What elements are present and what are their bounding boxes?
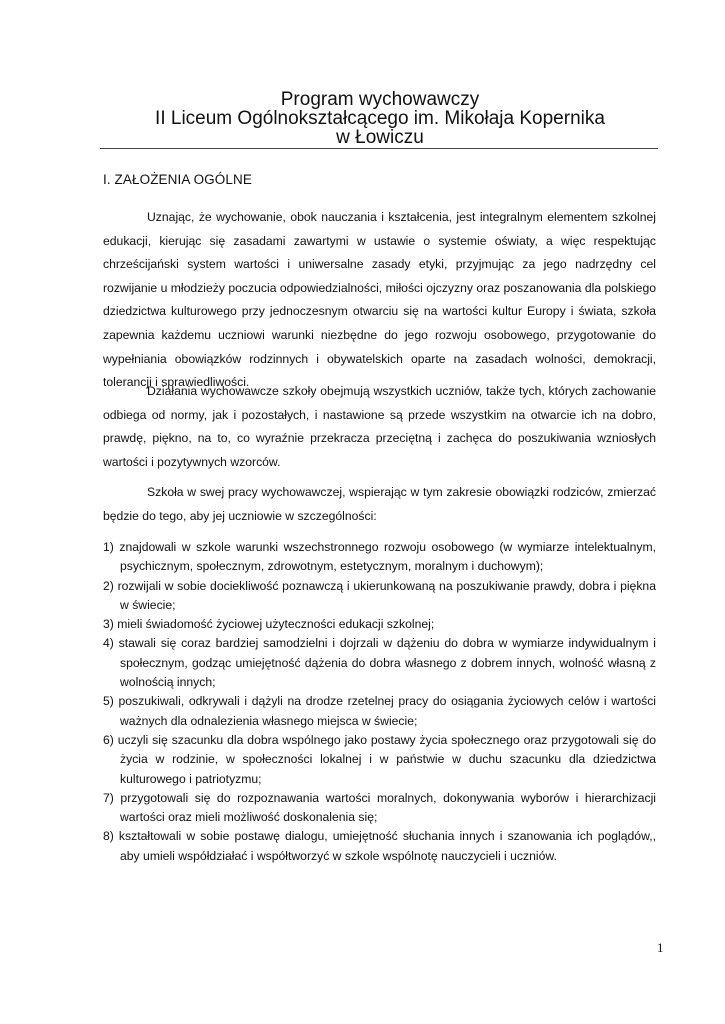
paragraph-intro: Uznając, że wychowanie, obok nauczania i kształcenia, jest integralnym elementem szkolnej edukacji, kierując się zasadami zawartymi w ustawie o systemie oświaty, a więc respektując chrześcijański system wartości i uniwersalne zasady etyki, przyjmując za jego nadrzędny cel rozwijanie u młodzieży poczucia odpowiedzialności, miłości ojczyzny oraz poszanowania dla polskiego dziedzictwa kulturowego przy jednoczesnym otwarciu się na wartości kultur Europy i świata, szkoła zapewnia każdemu uczniowi warunki niezbędne do jego rozwoju osobowego, przygotowanie do wypełniania obowiązków rodzinnych i obywatelskich oparte na zasadach wolności, demokracji, tolerancji i sprawiedliwości. (103, 210, 656, 390)
paragraph-educational-actions: Działania wychowawcze szkoły obejmują wszystkich uczniów, także tych, których zachowanie odbiega od normy, jak i pozostałych, i nastawione są przede wszystkim na otwarcie ich na dobro, prawdę, piękno, na to, co wyraźnie przekracza przeciętną i zachęca do poszukiwania wzniosłych wartości i pozytywnych wzorców. (103, 384, 656, 469)
list-item: 7) przygotowali się do rozpoznawania wartości moralnych, dokonywania wyborów i hierarchizacji wartości oraz mieli możliwość doskonalenia się; (103, 790, 656, 825)
document-title-line-2: II Liceum Ogólnokształcącego im. Mikołaja Kopernika (155, 108, 605, 129)
list-item: 5) poszukiwali, odkrywali i dążyli na drodze rzetelnej pracy do osiągania życiowych celów i wartości ważnych dla odnalezienia własnego miejsca w świecie; (103, 694, 656, 728)
list-item: 2) rozwijali w sobie dociekliwość poznawczą i ukierunkowaną na poszukiwanie prawdy, dobra i piękna w świecie; (103, 578, 656, 612)
paragraph-school-aims: Szkoła w swej pracy wychowawczej, wspierając w tym zakresie obowiązki rodziców, zmierzać będzie do tego, aby jej uczniowie w szczególności: (103, 485, 656, 523)
list-item: 3) mieli świadomość życiowej użyteczności edukacji szkolnej; (103, 617, 435, 632)
section-heading: I. ZAŁOŻENIA OGÓLNE (103, 172, 252, 187)
list-item: 4) stawali się coraz bardziej samodzielni i dojrzali w dążeniu do dobra w wymiarze indywidualnym i społecznym, godząc umiejętność dążenia do dobra własnego z dobrem innych, wolność własną z wolnością innych; (103, 636, 656, 690)
list-item: 6) uczyli się szacunku dla dobra wspólnego jako postawy życia społecznego oraz przygotowali się do życia w rodzinie, w społeczności lokalnej i w państwie w duchu szacunku dla dziedzictwa kulturowego i patriotyzmu; (103, 732, 656, 786)
header-divider (100, 148, 658, 149)
goals-list (103, 538, 656, 866)
page-number: 1 (657, 940, 664, 955)
document-title-line-1: Program wychowawczy (280, 89, 480, 110)
list-item: 8) kształtowali w sobie postawę dialogu, umiejętność słuchania innych i szanowania ich poglądów,, aby umieli współdziałać i współtworzyć w szkole wspólnotę nauczycieli i uczniów. (103, 829, 656, 863)
document-title-line-3: w Łowiczu (336, 127, 424, 148)
list-item: 1) znajdowali w szkole warunki wszechstronnego rozwoju osobowego (w wymiarze intelektualnym, psychicznym, społecznym, zdrowotnym, estetycznym, moralnym i duchowym); (103, 540, 656, 574)
